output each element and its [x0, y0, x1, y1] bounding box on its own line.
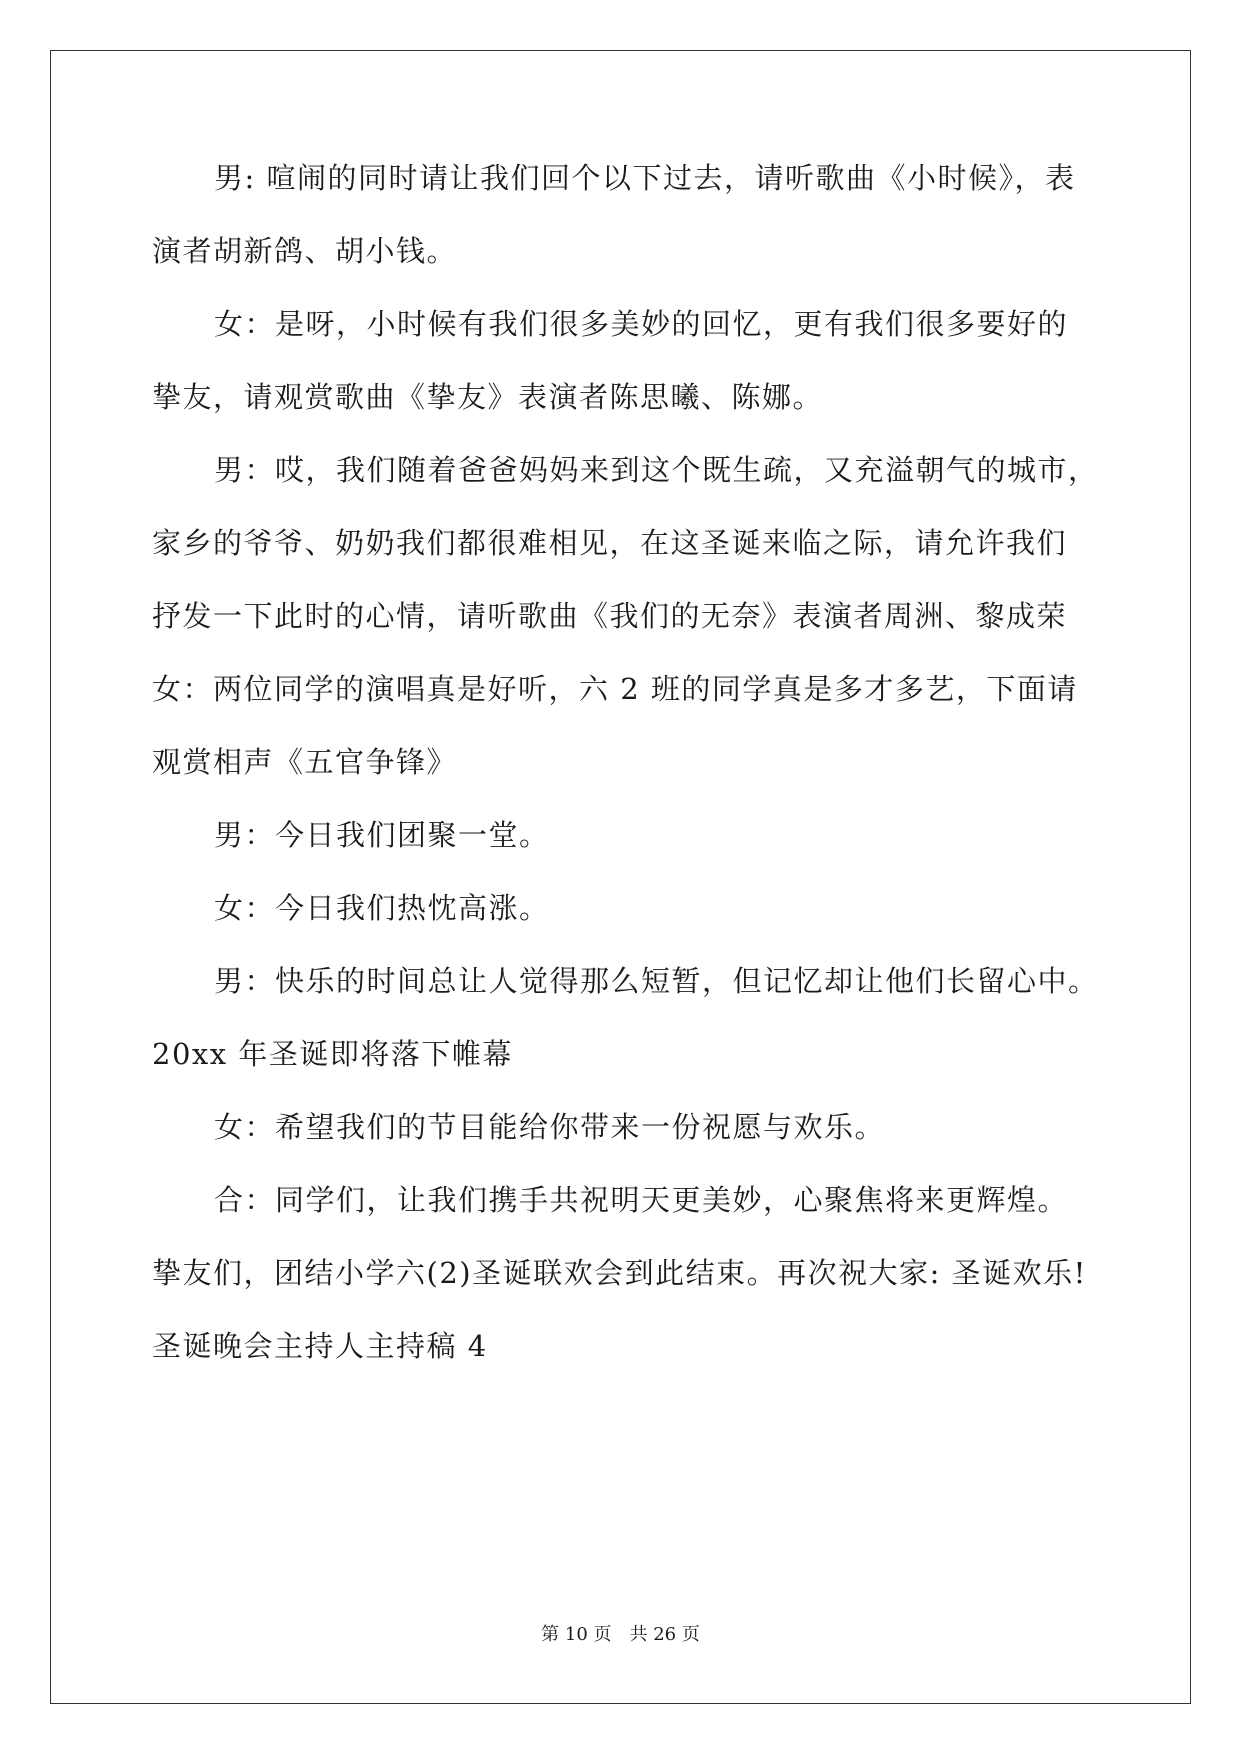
text-line: 男: 喧闹的同时请让我们回个以下过去，请听歌曲《小时候》，表 — [214, 161, 1076, 195]
text-line: 演者胡新鸽、胡小钱。 — [152, 234, 458, 268]
text-line: 男：快乐的时间总让人觉得那么短暂，但记忆却让他们长留心中。 — [214, 964, 1099, 998]
text-line: 女：两位同学的演唱真是好听，六 2 班的同学真是多才多艺，下面请 — [152, 672, 1078, 706]
page-number-footer: 第 10 页 共 26 页 — [541, 1624, 700, 1645]
text-line: 挚友，请观赏歌曲《挚友》表演者陈思曦、陈娜。 — [152, 380, 824, 414]
text-line: 观赏相声《五官争锋》 — [152, 745, 458, 779]
text-line: 20xx 年圣诞即将落下帷幕 — [152, 1037, 513, 1071]
text-line: 男：哎，我们随着爸爸妈妈来到这个既生疏，又充溢朝气的城市， — [214, 453, 1099, 487]
text-line: 女：今日我们热忱高涨。 — [214, 891, 550, 925]
text-line: 合：同学们，让我们携手共祝明天更美妙，心聚焦将来更辉煌。 — [214, 1183, 1069, 1217]
text-line: 圣诞晚会主持人主持稿 4 — [152, 1329, 488, 1363]
text-line: 抒发一下此时的心情，请听歌曲《我们的无奈》表演者周洲、黎成荣 — [152, 599, 1068, 633]
text-line: 家乡的爷爷、奶奶我们都很难相见，在这圣诞来临之际，请允许我们 — [152, 526, 1068, 560]
page-border — [50, 50, 1191, 1704]
text-line: 男：今日我们团聚一堂。 — [214, 818, 550, 852]
text-line: 女：是呀，小时候有我们很多美妙的回忆，更有我们很多要好的 — [214, 307, 1069, 341]
text-line: 女：希望我们的节目能给你带来一份祝愿与欢乐。 — [214, 1110, 886, 1144]
text-line: 挚友们，团结小学六(2)圣诞联欢会到此结束。再次祝大家: 圣诞欢乐! — [152, 1256, 1087, 1290]
